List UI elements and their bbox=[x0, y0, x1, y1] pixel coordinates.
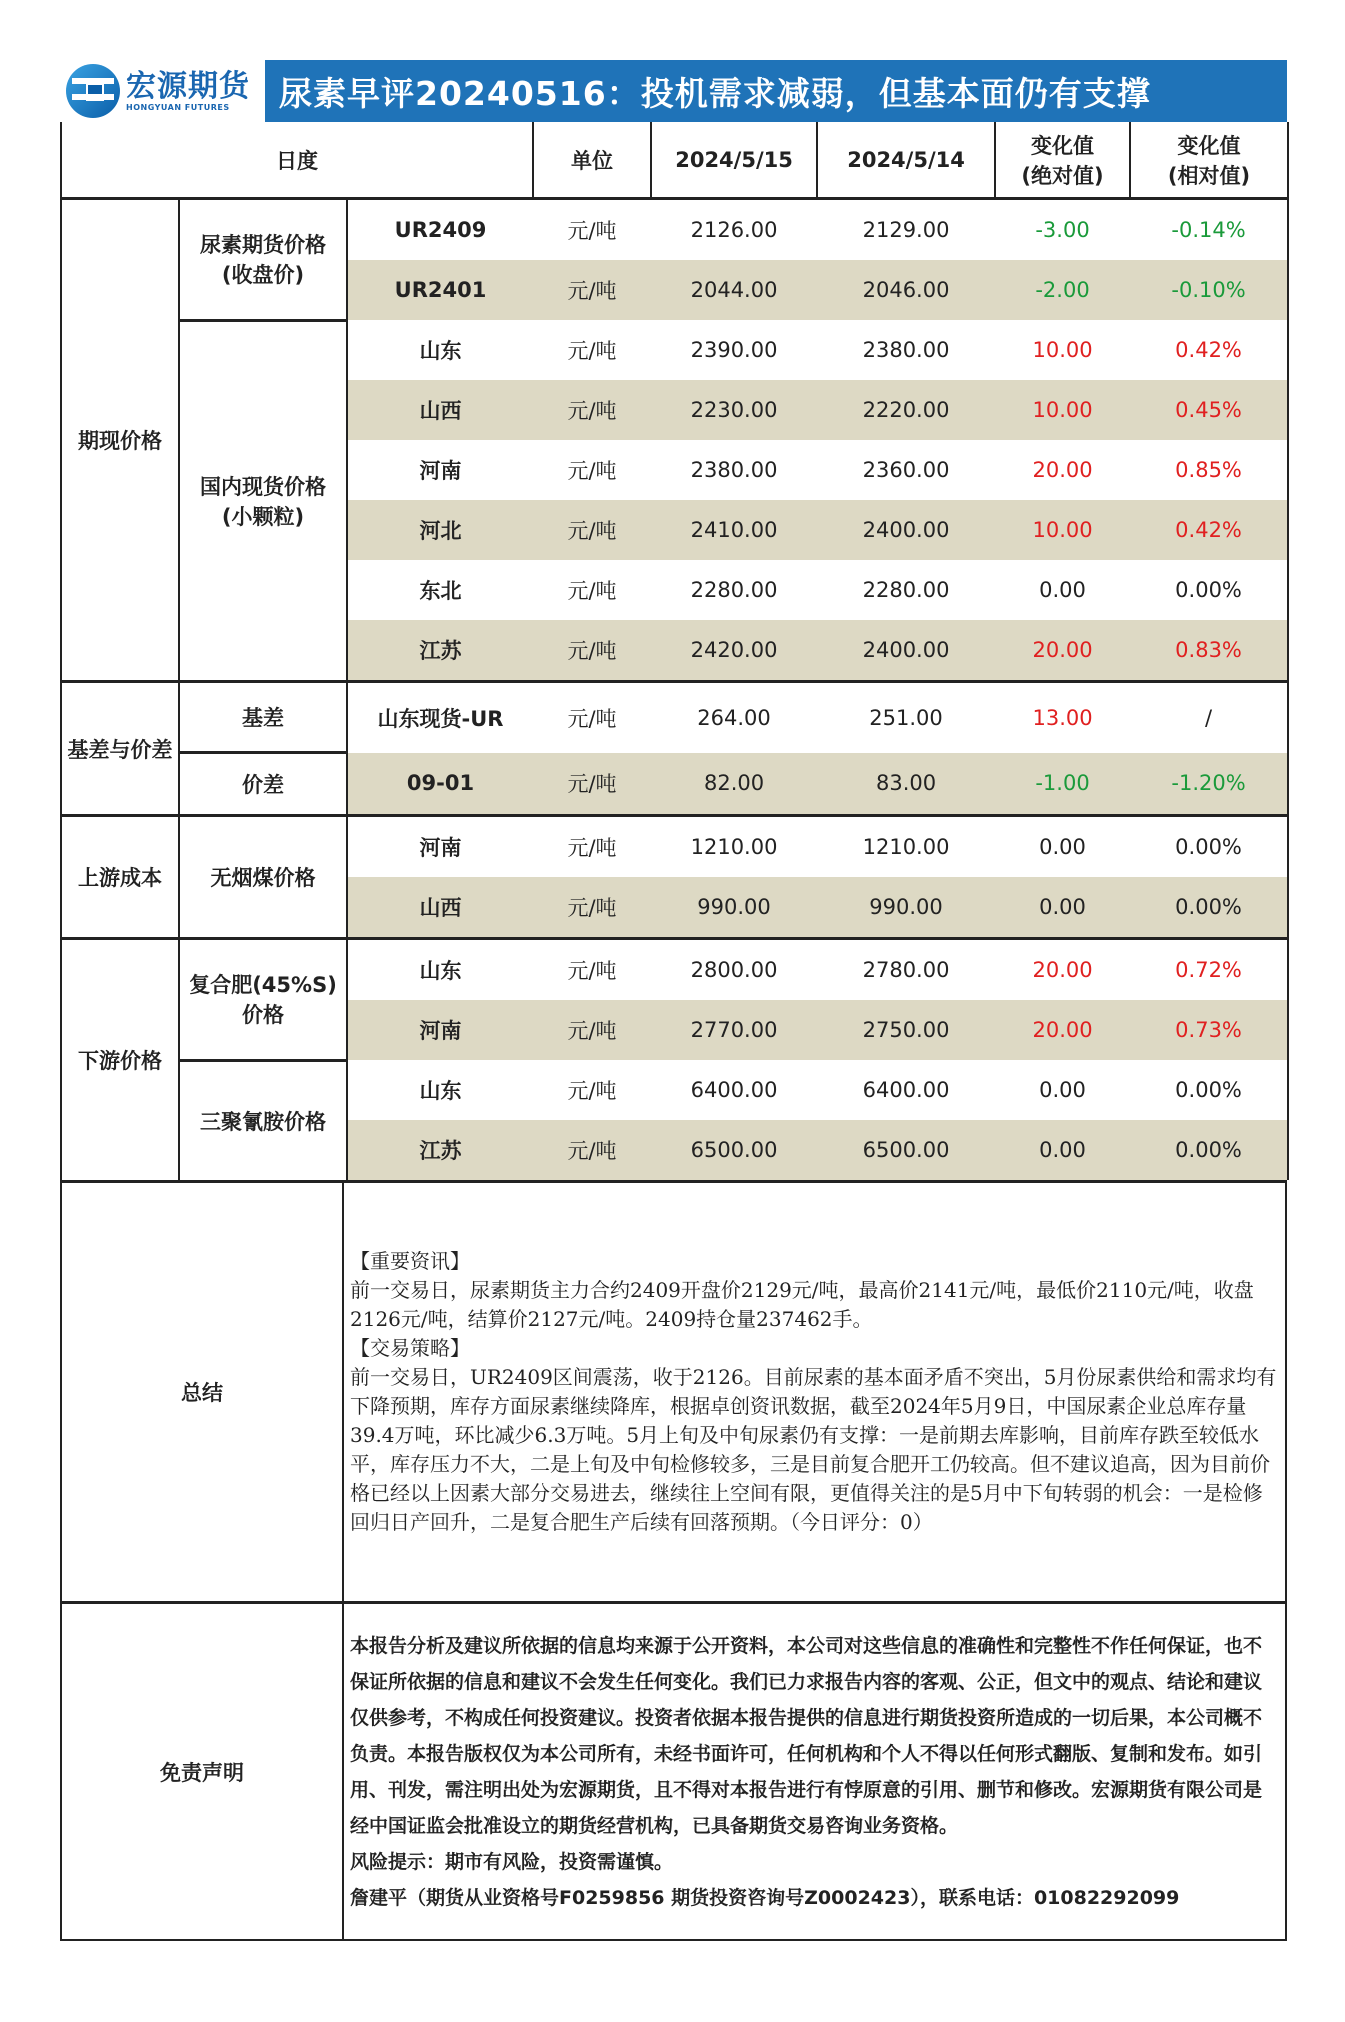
row-rel-change: 0.00% bbox=[1130, 816, 1288, 878]
summary-row bbox=[61, 1182, 1286, 1603]
subgroup-basis: 基差 bbox=[179, 682, 347, 753]
row-unit: 元/吨 bbox=[533, 620, 651, 682]
row-abs-change: 10.00 bbox=[1032, 338, 1093, 362]
row-rel-change: 0.72% bbox=[1130, 939, 1288, 1001]
group-basis-spread: 基差与价差 bbox=[61, 682, 179, 816]
row-value-date1: 2390.00 bbox=[690, 338, 778, 362]
row-item: UR2409 bbox=[394, 218, 487, 242]
row-item: 江苏 bbox=[347, 620, 533, 682]
news-heading: 【重要资讯】 bbox=[350, 1249, 470, 1273]
row-value-date2: 2129.00 bbox=[862, 218, 950, 242]
price-table bbox=[60, 122, 1289, 1180]
header-unit: 单位 bbox=[533, 122, 651, 199]
row-rel-change: 0.42% bbox=[1175, 338, 1242, 362]
row-value-date2: 2780.00 bbox=[817, 939, 995, 1001]
row-value-date1: 2380.00 bbox=[690, 458, 778, 482]
row-rel-change: 0.00% bbox=[1130, 877, 1288, 939]
row-value-date2: 6500.00 bbox=[817, 1120, 995, 1180]
row-rel-change: 0.45% bbox=[1130, 380, 1288, 440]
row-abs-change: 20.00 bbox=[995, 620, 1130, 682]
risk-notice: 风险提示：期市有风险，投资需谨慎。 bbox=[350, 1850, 674, 1873]
row-unit: 元/吨 bbox=[533, 877, 651, 939]
row-unit: 元/吨 bbox=[533, 816, 651, 878]
summary-table bbox=[60, 1180, 1287, 1941]
row-item: 河北 bbox=[347, 500, 533, 560]
report-sheet bbox=[60, 60, 1287, 1941]
header-date1: 2024/5/15 bbox=[651, 122, 817, 199]
row-unit: 元/吨 bbox=[567, 339, 617, 363]
row-value-date2: 6400.00 bbox=[862, 1078, 950, 1102]
row-item: 江苏 bbox=[347, 1120, 533, 1180]
row-unit: 元/吨 bbox=[533, 500, 651, 560]
row-value-date1: 2770.00 bbox=[651, 1000, 817, 1060]
row-unit: 元/吨 bbox=[533, 260, 651, 320]
row-abs-change: -3.00 bbox=[1035, 218, 1090, 242]
strategy-heading: 【交易策略】 bbox=[350, 1336, 470, 1360]
header-date2: 2024/5/14 bbox=[817, 122, 995, 199]
summary-label: 总结 bbox=[61, 1182, 343, 1603]
row-value-date1: 990.00 bbox=[651, 877, 817, 939]
row-item: 山西 bbox=[347, 877, 533, 939]
subgroup-anthracite: 无烟煤价格 bbox=[179, 816, 347, 939]
row-item: 河南 bbox=[347, 816, 533, 878]
row-value-date1: 2044.00 bbox=[651, 260, 817, 320]
row-value-date2: 2400.00 bbox=[817, 620, 995, 682]
row-value-date2: 1210.00 bbox=[817, 816, 995, 878]
disclaimer-row bbox=[61, 1603, 1286, 1941]
row-rel-change: -1.20% bbox=[1130, 753, 1288, 816]
group-spot-futures: 期现价格 bbox=[61, 199, 179, 682]
row-item: 山东现货-UR bbox=[347, 682, 533, 753]
row-value-date1: 6400.00 bbox=[690, 1078, 778, 1102]
row-rel-change: 0.85% bbox=[1175, 458, 1242, 482]
row-abs-change: 0.00 bbox=[995, 877, 1130, 939]
row-item: 09-01 bbox=[347, 753, 533, 816]
disclaimer-label: 免责声明 bbox=[61, 1603, 343, 1941]
row-abs-change: 10.00 bbox=[995, 380, 1130, 440]
disclaimer-text: 本报告分析及建议所依据的信息均来源于公开资料，本公司对这些信息的准确性和完整性不作任何保证，也不保证所依据的信息和建议不会发生任何变化。我们已力求报告内容的客观、公正，但文中的观点、结论和建议仅供参考，不构成任何投资建议。投资者依据本报告提供的信息进行期货投资所造成的一切后果，本公司概不负责。本报告版权仅为本公司所有，未经书面许可，任何机构和个人不得以任何形式翻版、复制和发布。如引用、刊发，需注明出处为宏源期货，且不得对本报告进行有悖原意的引用、删节和修改。宏源期货有限公司是经中国证监会批准设立的期货经营机构，已具备期货交易咨询业务资格。 bbox=[350, 1634, 1263, 1837]
table-row bbox=[61, 1060, 1288, 1120]
table-row bbox=[61, 753, 1288, 816]
row-abs-change: 13.00 bbox=[995, 682, 1130, 753]
logo-emblem-icon bbox=[66, 64, 120, 118]
row-value-date1: 2410.00 bbox=[651, 500, 817, 560]
news-text: 前一交易日，尿素期货主力合约2409开盘价2129元/吨，最高价2141元/吨，最低价2110元/吨，收盘2126元/吨，结算价2127元/吨。2409持仓量237462手。 bbox=[350, 1278, 1254, 1331]
table-row bbox=[61, 682, 1288, 753]
row-item: 东北 bbox=[419, 579, 462, 603]
row-value-date1: 2230.00 bbox=[651, 380, 817, 440]
subgroup-spot: 国内现货价格 (小颗粒) bbox=[179, 320, 347, 682]
row-item: 河南 bbox=[347, 1000, 533, 1060]
row-unit: 元/吨 bbox=[567, 579, 617, 603]
row-unit: 元/吨 bbox=[533, 1000, 651, 1060]
row-value-date1: 6500.00 bbox=[651, 1120, 817, 1180]
row-value-date1: 264.00 bbox=[651, 682, 817, 753]
row-abs-change: 0.00 bbox=[1039, 1078, 1086, 1102]
row-item: 山东 bbox=[419, 1079, 462, 1103]
row-rel-change: -0.10% bbox=[1130, 260, 1288, 320]
table-row bbox=[61, 816, 1288, 878]
row-rel-change: 0.42% bbox=[1130, 500, 1288, 560]
row-value-date1: 2126.00 bbox=[690, 218, 778, 242]
row-rel-change: / bbox=[1130, 682, 1288, 753]
row-rel-change: -0.14% bbox=[1171, 218, 1246, 242]
row-abs-change: -1.00 bbox=[995, 753, 1130, 816]
report-title: 尿素早评20240516：投机需求减弱，但基本面仍有支撑 bbox=[279, 73, 1151, 113]
subgroup-compound-fertilizer: 复合肥(45%S) 价格 bbox=[179, 939, 347, 1061]
row-value-date1: 1210.00 bbox=[651, 816, 817, 878]
row-unit: 元/吨 bbox=[533, 1120, 651, 1180]
row-item: 山东 bbox=[419, 339, 462, 363]
row-value-date2: 990.00 bbox=[817, 877, 995, 939]
logo-en-text: HONGYUAN FUTURES bbox=[126, 102, 230, 112]
row-value-date1: 2420.00 bbox=[651, 620, 817, 682]
row-value-date2: 251.00 bbox=[817, 682, 995, 753]
strategy-text: 前一交易日，UR2409区间震荡，收于2126。目前尿素的基本面矛盾不突出，5月份尿素供给和需求均有下降预期，库存方面尿素继续降库，根据卓创资讯数据，截至2024年5月9日，中国尿素企业总库存量39.4万吨，环比减少6.3万吨。5月上旬及中旬尿素仍有支撑：一是前期去库影响，目前库存跌至较低水平，库存压力不大，二是上旬及中旬检修较多，三是目前复合肥开工仍较高。但不建议追高，因为目前价格已经以上因素大部分交易进去，继续往上空间有限，更值得关注的是5月中下旬转弱的机会：一是检修回归日产回升，二是复合肥生产后续有回落预期。（今日评分：0） bbox=[350, 1365, 1277, 1534]
row-value-date2: 2220.00 bbox=[817, 380, 995, 440]
row-abs-change: 0.00 bbox=[995, 816, 1130, 878]
report-banner bbox=[60, 60, 1287, 122]
header-abs-change: 变化值 (绝对值) bbox=[995, 122, 1130, 199]
row-unit: 元/吨 bbox=[533, 380, 651, 440]
company-logo bbox=[60, 60, 265, 122]
row-unit: 元/吨 bbox=[567, 1079, 617, 1103]
analyst-contact: 詹建平（期货从业资格号F0259856 期货投资咨询号Z0002423），联系电话：01082292099 bbox=[350, 1886, 1180, 1909]
row-abs-change: -2.00 bbox=[995, 260, 1130, 320]
row-unit: 元/吨 bbox=[533, 682, 651, 753]
row-item: UR2401 bbox=[347, 260, 533, 320]
row-value-date1: 82.00 bbox=[651, 753, 817, 816]
subgroup-melamine: 三聚氰胺价格 bbox=[179, 1060, 347, 1180]
group-upstream: 上游成本 bbox=[61, 816, 179, 939]
row-abs-change: 20.00 bbox=[995, 1000, 1130, 1060]
row-value-date2: 2750.00 bbox=[817, 1000, 995, 1060]
row-value-date2: 2360.00 bbox=[862, 458, 950, 482]
row-unit: 元/吨 bbox=[533, 753, 651, 816]
row-abs-change: 20.00 bbox=[995, 939, 1130, 1001]
row-item: 山东 bbox=[347, 939, 533, 1001]
row-abs-change: 20.00 bbox=[1032, 458, 1093, 482]
row-unit: 元/吨 bbox=[567, 219, 617, 243]
row-value-date2: 2380.00 bbox=[862, 338, 950, 362]
summary-content bbox=[343, 1182, 1286, 1603]
row-unit: 元/吨 bbox=[533, 939, 651, 1001]
header-rel-change: 变化值 (相对值) bbox=[1167, 133, 1251, 188]
row-rel-change: 0.00% bbox=[1175, 1078, 1242, 1102]
table-row bbox=[61, 320, 1288, 380]
row-rel-change: 0.00% bbox=[1130, 1120, 1288, 1180]
row-rel-change: 0.83% bbox=[1130, 620, 1288, 682]
table-row bbox=[61, 199, 1288, 261]
row-item: 河南 bbox=[419, 459, 462, 483]
row-value-date2: 83.00 bbox=[817, 753, 995, 816]
row-value-date2: 2046.00 bbox=[817, 260, 995, 320]
header-dimension: 日度 bbox=[61, 122, 533, 199]
disclaimer-content bbox=[343, 1603, 1286, 1941]
table-row bbox=[61, 939, 1288, 1001]
row-rel-change: 0.73% bbox=[1130, 1000, 1288, 1060]
subgroup-futures: 尿素期货价格 (收盘价) bbox=[179, 199, 347, 321]
subgroup-spread: 价差 bbox=[179, 753, 347, 816]
row-abs-change: 0.00 bbox=[995, 1120, 1130, 1180]
row-rel-change: 0.00% bbox=[1175, 578, 1242, 602]
row-abs-change: 10.00 bbox=[995, 500, 1130, 560]
row-value-date1: 2800.00 bbox=[651, 939, 817, 1001]
table-header-row bbox=[61, 122, 1288, 199]
row-unit: 元/吨 bbox=[567, 459, 617, 483]
row-value-date2: 2280.00 bbox=[862, 578, 950, 602]
row-value-date1: 2280.00 bbox=[690, 578, 778, 602]
row-value-date2: 2400.00 bbox=[817, 500, 995, 560]
logo-cn-text: 宏源期货 bbox=[126, 68, 250, 104]
row-abs-change: 0.00 bbox=[1039, 578, 1086, 602]
group-downstream: 下游价格 bbox=[61, 939, 179, 1181]
row-item: 山西 bbox=[347, 380, 533, 440]
